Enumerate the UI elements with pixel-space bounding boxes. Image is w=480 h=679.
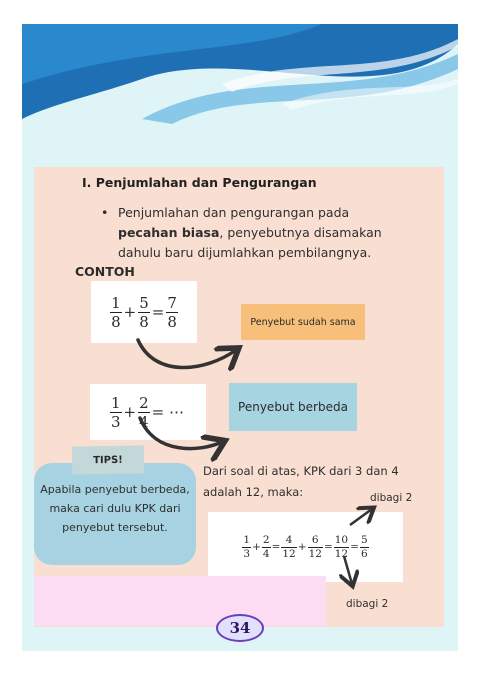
numerator: 2 (262, 533, 270, 546)
numerator: 2 (139, 393, 149, 412)
fraction (308, 534, 323, 561)
numerator: 5 (139, 293, 149, 312)
example-1-equation-box (91, 281, 197, 343)
solution-equation-box (208, 512, 403, 582)
fraction (281, 534, 296, 561)
bullet-text (118, 203, 408, 263)
numerator: 5 (360, 533, 368, 546)
bullet-text-start: Penjumlahan dan pengurangan pada (118, 205, 350, 220)
fraction (110, 294, 122, 331)
fraction (334, 534, 349, 561)
tips-tag: TIPS! (72, 445, 144, 474)
divide-label-bottom: dibagi 2 (346, 598, 389, 610)
numerator: 10 (334, 533, 349, 546)
plus-sign: + (252, 541, 261, 553)
denominator: 12 (334, 547, 349, 560)
fraction (110, 394, 122, 431)
tips-text: Apabila penyebut berbeda, maka cari dulu KPK dari penyebut tersebut. (40, 483, 190, 534)
fraction (262, 534, 271, 561)
equals-sign: = (151, 303, 165, 321)
denominator: 12 (282, 547, 296, 560)
denominator: 12 (308, 547, 322, 560)
denominator: 4 (262, 547, 270, 560)
equals-sign: = (350, 541, 359, 553)
denominator: 6 (360, 547, 368, 560)
section-heading: I. Penjumlahan dan Pengurangan (82, 175, 317, 190)
bullet-text-bold: pecahan biasa (118, 225, 220, 240)
numerator: 4 (285, 533, 293, 546)
plus-sign: + (123, 303, 137, 321)
pink-footer-box (34, 576, 326, 626)
explanation-text: Dari soal di atas, KPK dari 3 dan 4 adalah 12, maka: (203, 464, 399, 499)
numerator: 6 (311, 533, 319, 546)
fraction (360, 534, 369, 561)
bullet-dot: • (101, 205, 109, 220)
header-wave-decoration (22, 24, 458, 124)
numerator: 1 (111, 293, 121, 312)
denominator: 8 (139, 312, 149, 331)
plus-sign: + (297, 541, 307, 553)
numerator: 1 (243, 533, 251, 546)
numerator: 7 (167, 293, 177, 312)
equals-sign: = (271, 541, 281, 553)
denominator: 3 (243, 547, 251, 560)
denominator: 8 (167, 312, 177, 331)
note-same-denominator: Penyebut sudah sama (241, 304, 365, 340)
plus-sign: + (123, 403, 137, 421)
page-number-badge: 34 (216, 614, 264, 642)
equals-ellipsis: = ⋯ (151, 403, 184, 421)
denominator: 3 (110, 412, 121, 431)
numerator: 1 (110, 393, 121, 412)
denominator: 4 (139, 412, 149, 431)
equals-sign: = (323, 541, 333, 553)
fraction (166, 294, 178, 331)
fraction (242, 534, 251, 561)
fraction (138, 394, 150, 431)
example-2-equation-box (90, 384, 206, 440)
fraction (138, 294, 150, 331)
bullet-text-end: , penyebutnya disamakan dahulu baru dijumlahkan pembilangnya. (118, 225, 382, 260)
note-different-denominator: Penyebut berbeda (229, 383, 357, 431)
divide-label-top: dibagi 2 (370, 492, 413, 504)
example-label: CONTOH (75, 264, 135, 279)
denominator: 8 (111, 312, 121, 331)
